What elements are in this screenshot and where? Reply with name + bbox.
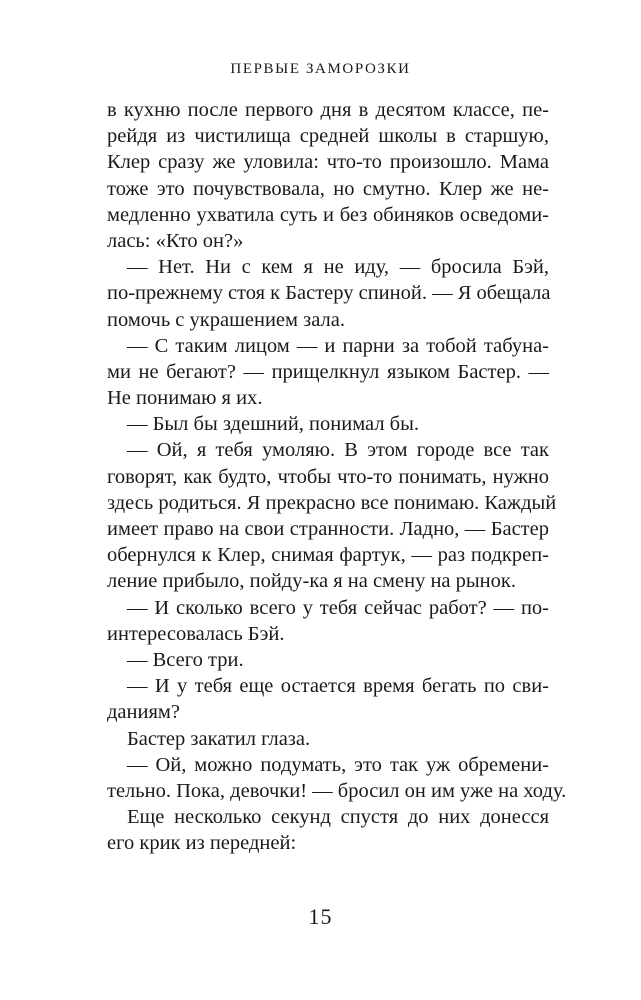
text-line: Еще несколько секунд спустя до них донесся bbox=[127, 806, 549, 829]
text-line: Бастер закатил глаза. bbox=[127, 727, 311, 750]
text-line: ление прибыло, пойду-ка я на смену на рынок. bbox=[107, 570, 516, 593]
text-line: — И у тебя еще остается время бегать по сви- bbox=[127, 675, 549, 698]
text-line: рейдя из чистилища средней школы в старшую, bbox=[107, 125, 549, 148]
text-line: — С таким лицом — и парни за тобой табуна- bbox=[127, 334, 549, 357]
text-line: даниям? bbox=[107, 701, 180, 724]
text-line: Клер сразу же уловила: что-то произошло. Мама bbox=[107, 151, 549, 174]
body-text bbox=[107, 97, 567, 856]
text-line: имеет право на свои странности. Ладно, — Бастер bbox=[107, 518, 549, 540]
text-line: обернулся к Клер, снимая фартук, — раз подкреп- bbox=[107, 544, 549, 567]
text-line: лась: «Кто он?» bbox=[107, 229, 244, 252]
text-line: в кухню после первого дня в десятом классе, пе- bbox=[107, 99, 549, 121]
text-line: по-прежнему стоя к Бастеру спиной. — Я обещала bbox=[107, 282, 551, 305]
text-line: — И сколько всего у тебя сейчас работ? — по- bbox=[127, 596, 549, 619]
text-line: тоже это почувствовала, но смутно. Клер же не- bbox=[107, 177, 549, 200]
text-line: его крик из передней: bbox=[107, 832, 297, 855]
text-line: — Всего три. bbox=[127, 648, 244, 671]
text-line: ми не бегают? — прищелкнул языком Бастер. — bbox=[107, 360, 549, 383]
text-line: тельно. Пока, девочки! — бросил он им уже на ходу. bbox=[107, 779, 567, 802]
text-line: — Был бы здешний, понимал бы. bbox=[127, 413, 420, 436]
text-line: здесь родиться. Я прекрасно все понимаю. Каждый bbox=[107, 491, 557, 514]
text-line: Не понимаю я их. bbox=[107, 387, 263, 410]
running-head: ПЕРВЫЕ ЗАМОРОЗКИ bbox=[230, 61, 411, 77]
page-number: 15 bbox=[308, 904, 333, 929]
text-line: — Нет. Ни с кем я не иду, — бросила Бэй, bbox=[127, 256, 549, 279]
text-line: медленно ухватила суть и без обиняков осведоми- bbox=[107, 203, 549, 226]
text-line: говорят, как будто, чтобы что-то понимать, нужно bbox=[107, 465, 549, 488]
text-line: — Ой, я тебя умоляю. В этом городе все так bbox=[127, 439, 549, 462]
text-line: интересовалась Бэй. bbox=[107, 622, 285, 645]
text-line: помочь с украшением зала. bbox=[107, 308, 345, 331]
text-line: — Ой, можно подумать, это так уж обремени- bbox=[127, 753, 549, 776]
